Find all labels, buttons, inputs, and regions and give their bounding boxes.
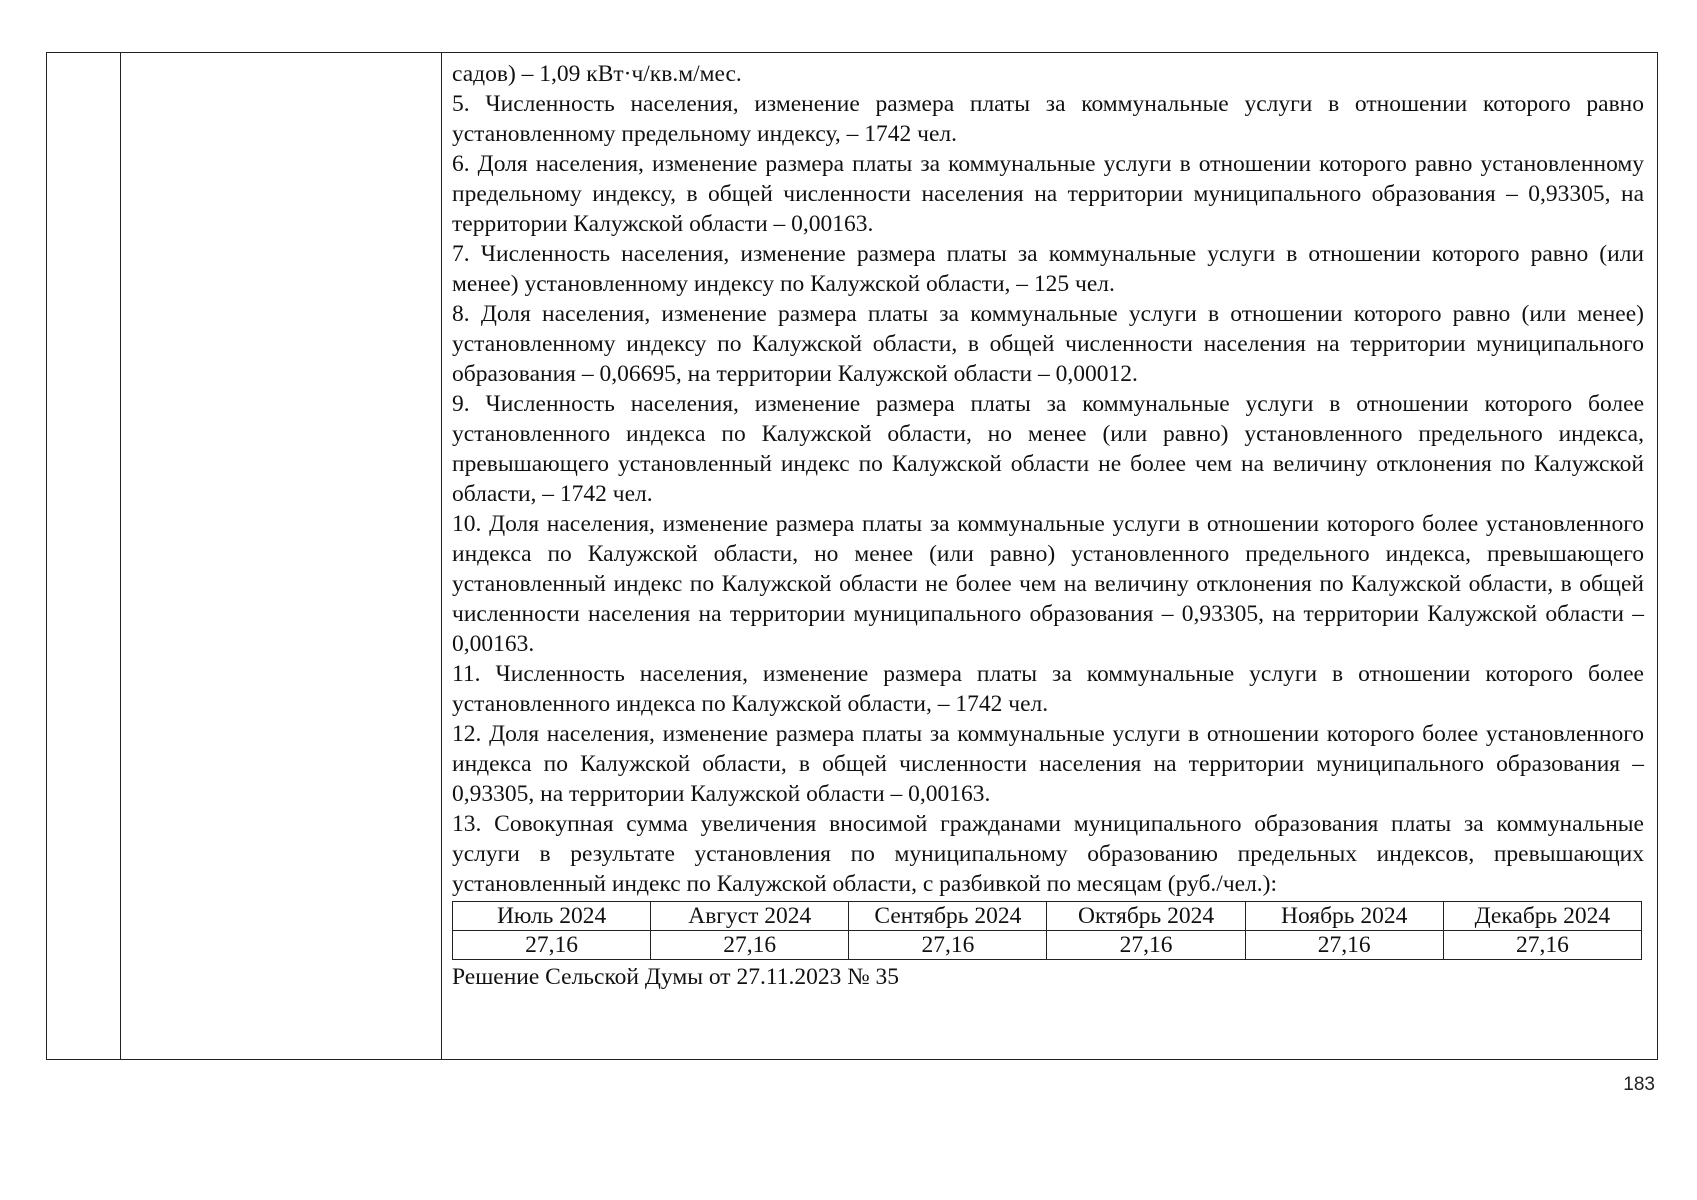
paragraph-12: 12. Доля населения, изменение размера платы за коммунальные услуги в отношении которого более установленного индекса по Калужской области, в общей численности населения на территории муниципального образования – 0,93305, на территории Калужской области – 0,00163.	[452, 721, 1644, 807]
month-header-row	[453, 902, 1642, 931]
month-header-cell: Июль 2024	[453, 902, 651, 931]
month-header-cell: Декабрь 2024	[1443, 902, 1641, 931]
column-divider-1	[120, 53, 121, 1059]
month-header-cell: Ноябрь 2024	[1245, 902, 1443, 931]
month-header-cell: Сентябрь 2024	[849, 902, 1047, 931]
month-value-cell: 27,16	[1047, 931, 1245, 960]
paragraph-10: 10. Доля населения, изменение размера платы за коммунальные услуги в отношении которого более установленного индекса по Калужской области, но менее (или равно) установленного предельного индекса, превышающего установленный индекс по Калужской области не более чем на величину отклонения по Калужской области, в общей численности населения на территории муниципального образования – 0,93305, на территории Калужской области – 0,00163.	[452, 511, 1644, 657]
month-value-cell: 27,16	[651, 931, 849, 960]
paragraph-11: 11. Численность населения, изменение размера платы за коммунальные услуги в отношении которого более установленного индекса по Калужской области, – 1742 чел.	[452, 661, 1644, 717]
month-value-cell: 27,16	[1245, 931, 1443, 960]
month-value-cell: 27,16	[1443, 931, 1641, 960]
month-value-row	[453, 931, 1642, 960]
month-header-cell: Октябрь 2024	[1047, 902, 1245, 931]
page-number: 183	[1623, 1074, 1655, 1095]
document-table	[46, 52, 1658, 1060]
paragraph-8: 8. Доля населения, изменение размера платы за коммунальные услуги в отношении которого равно (или менее) установленному индексу по Калужской области, в общей численности населения на территории муниципального образования – 0,06695, на территории Калужской области – 0,00012.	[452, 301, 1644, 387]
content-cell	[452, 59, 1644, 992]
paragraph-5: 5. Численность населения, изменение размера платы за коммунальные услуги в отношении которого равно установленному предельному индексу, – 1742 чел.	[452, 91, 1644, 147]
monthly-amount-table	[452, 901, 1642, 960]
paragraph-9: 9. Численность населения, изменение размера платы за коммунальные услуги в отношении которого более установленного индекса по Калужской области, но менее (или равно) установленного предельного индекса, превышающего установленный индекс по Калужской области не более чем на величину отклонения по Калужской области, – 1742 чел.	[452, 391, 1644, 507]
paragraph-7: 7. Численность населения, изменение размера платы за коммунальные услуги в отношении которого равно (или менее) установленному индексу по Калужской области, – 125 чел.	[452, 241, 1644, 297]
month-value-cell: 27,16	[849, 931, 1047, 960]
paragraph-6: 6. Доля населения, изменение размера платы за коммунальные услуги в отношении которого равно установленному предельному индексу, в общей численности населения на территории муниципального образования – 0,93305, на территории Калужской области – 0,00163.	[452, 151, 1644, 237]
month-value-cell: 27,16	[453, 931, 651, 960]
paragraph-13: 13. Совокупная сумма увеличения вносимой гражданами муниципального образования платы за коммунальные услуги в результате установления по муниципальному образованию предельных индексов, превышающих установленный индекс по Калужской области, с разбивкой по месяцам (руб./чел.):	[452, 811, 1644, 897]
decision-reference: Решение Сельской Думы от 27.11.2023 № 35	[452, 964, 900, 990]
paragraph-0: садов) – 1,09 кВт·ч/кв.м/мес.	[452, 61, 742, 87]
column-divider-2	[441, 53, 442, 1059]
month-header-cell: Август 2024	[651, 902, 849, 931]
